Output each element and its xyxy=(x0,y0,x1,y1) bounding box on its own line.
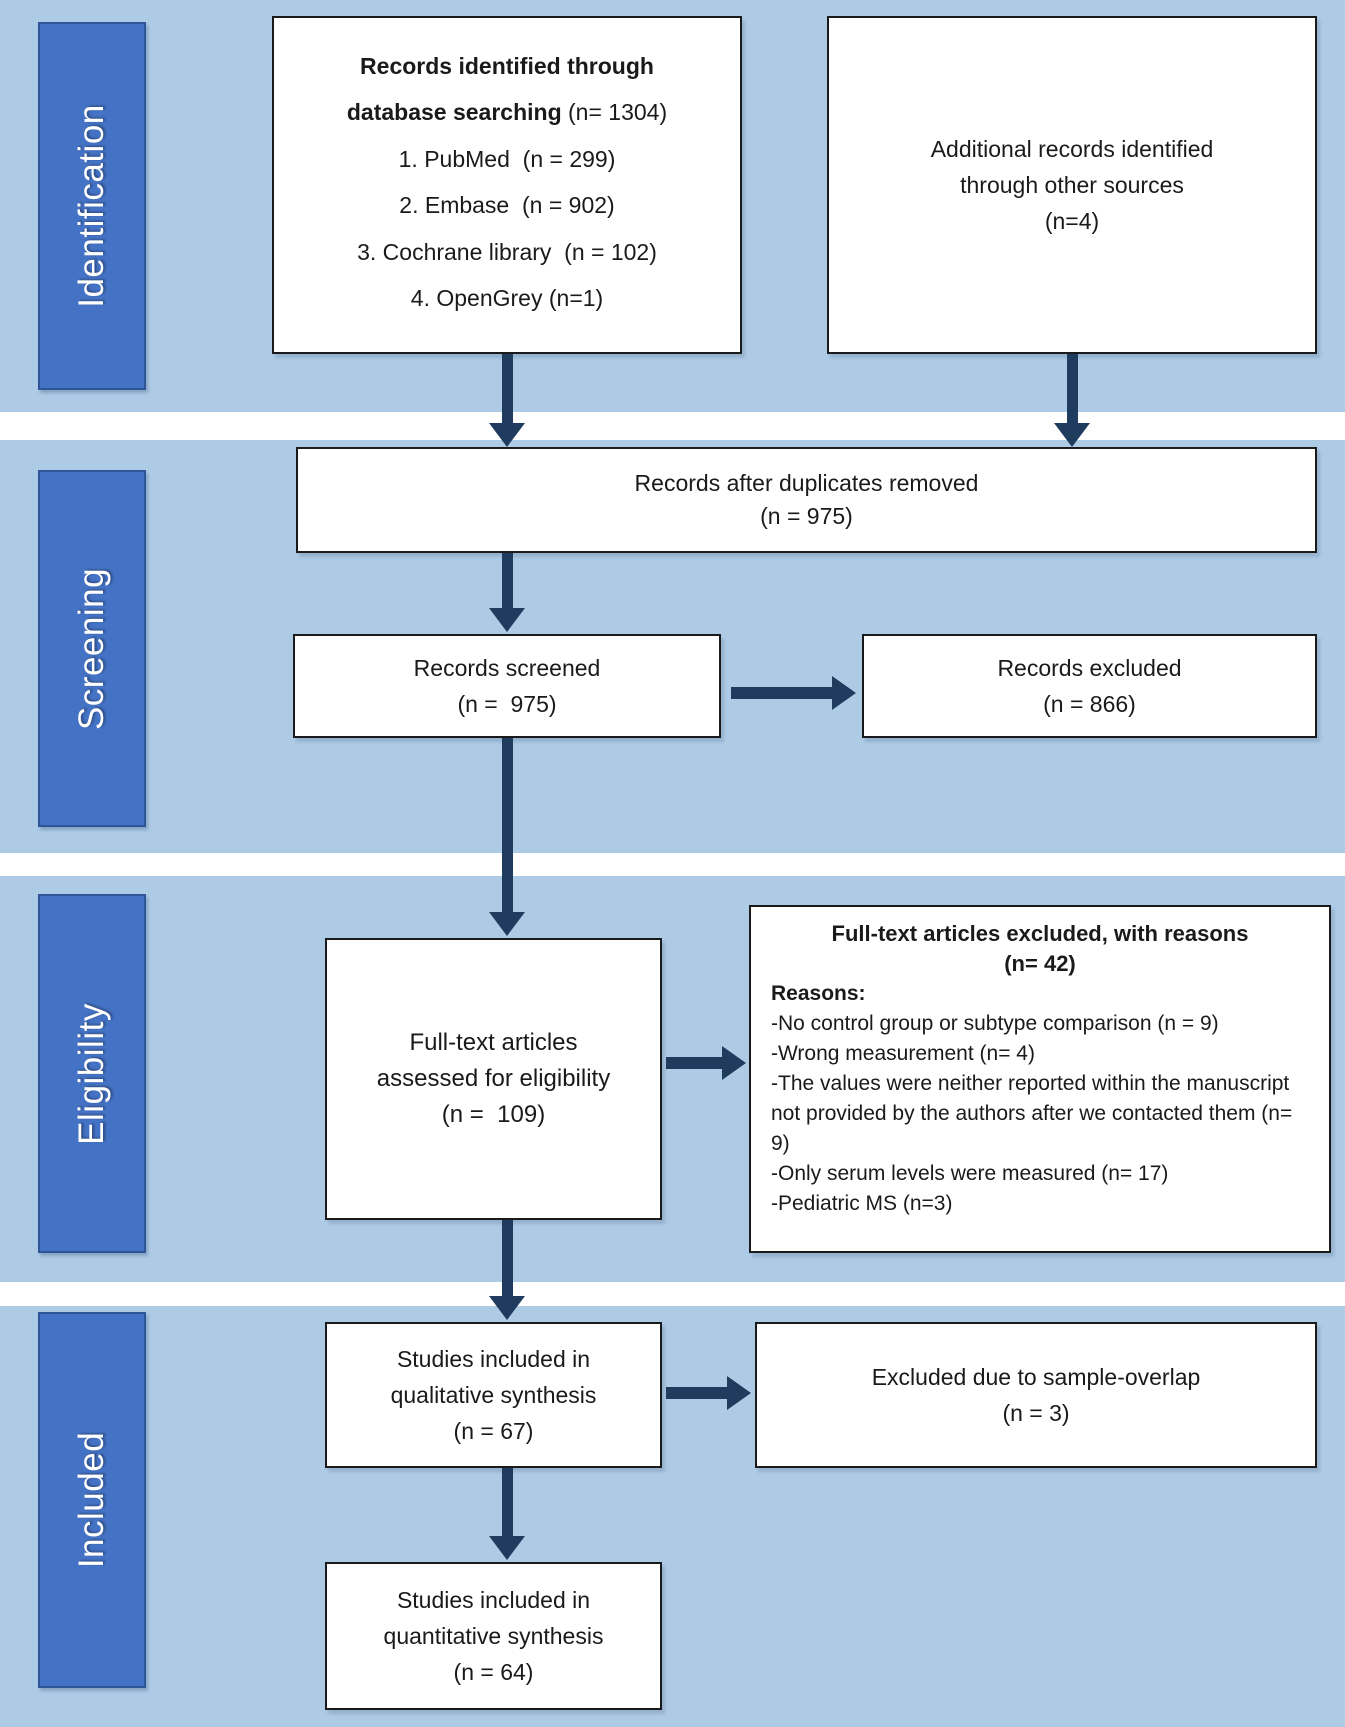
box-database-search-item-opengrey: 4. OpenGrey (n=1) xyxy=(410,284,604,311)
reason-only-serum-levels: -Only serum levels were measured (n= 17) xyxy=(771,1162,1169,1185)
box-database-search-title-line2-rest: (n= 1304) xyxy=(568,99,668,126)
box-fulltext-excluded-reasons-label: Reasons: xyxy=(771,982,866,1005)
box-quantitative-line2: quantitative synthesis xyxy=(383,1623,604,1649)
reason-wrong-measurement: -Wrong measurement (n= 4) xyxy=(771,1042,1035,1065)
box-records-excluded-count: (n = 866) xyxy=(1043,691,1136,717)
box-records-screened-line1: Records screened xyxy=(413,655,601,681)
box-quantitative-line1: Studies included in xyxy=(396,1587,591,1613)
box-sample-overlap xyxy=(755,1322,1317,1468)
phase-label-eligibility-text: Eligibility xyxy=(72,1002,111,1145)
arrow-fulltext-to-qualitative xyxy=(489,1220,525,1320)
arrow-db-search-to-duplicates xyxy=(489,354,525,447)
arrow-duplicates-to-screened xyxy=(489,553,525,632)
arrow-screened-to-excluded xyxy=(731,676,856,710)
box-duplicates-removed-count: (n = 975) xyxy=(760,503,853,529)
box-records-excluded xyxy=(862,634,1317,738)
arrow-fulltext-to-excluded-reasons xyxy=(666,1046,746,1080)
box-database-search-item-pubmed: 1. PubMed (n = 299) xyxy=(398,145,616,172)
box-records-screened xyxy=(293,634,721,738)
phase-label-identification xyxy=(38,22,146,390)
box-fulltext-assessed xyxy=(325,938,662,1220)
reason-pediatric-ms: -Pediatric MS (n=3) xyxy=(771,1192,953,1215)
box-database-search xyxy=(272,16,742,354)
box-fulltext-excluded-count: (n= 42) xyxy=(1004,951,1076,976)
box-database-search-item-embase: 2. Embase (n = 902) xyxy=(399,192,615,219)
box-other-sources xyxy=(827,16,1317,354)
box-qualitative-count: (n = 67) xyxy=(453,1418,534,1444)
box-database-search-item-cochrane: 3. Cochrane library (n = 102) xyxy=(357,238,657,265)
box-database-search-title-line2 xyxy=(347,94,667,130)
box-fulltext-excluded-reasons xyxy=(749,905,1331,1253)
phase-label-included-text: Included xyxy=(72,1431,112,1569)
box-qualitative-line2: qualitative synthesis xyxy=(390,1382,597,1408)
phase-label-eligibility xyxy=(38,894,146,1253)
arrow-qualitative-to-overlap xyxy=(666,1376,751,1410)
box-qualitative-line1: Studies included in xyxy=(396,1346,591,1372)
box-qualitative-synthesis xyxy=(325,1322,662,1468)
box-fulltext-assessed-count: (n = 109) xyxy=(441,1101,546,1128)
box-duplicates-removed xyxy=(296,447,1317,553)
phase-label-screening-text: Screening xyxy=(72,567,112,730)
box-records-screened-count: (n = 975) xyxy=(457,691,557,717)
box-fulltext-assessed-line2: assessed for eligibility xyxy=(376,1065,611,1092)
reason-no-control-group: -No control group or subtype comparison (n = 9) xyxy=(771,1012,1219,1035)
box-quantitative-synthesis xyxy=(325,1562,662,1710)
box-database-search-title-line2-bold: database searching xyxy=(346,99,569,126)
phase-label-included xyxy=(38,1312,146,1688)
phase-label-screening xyxy=(38,470,146,827)
box-other-sources-line2: through other sources xyxy=(960,172,1184,198)
arrow-screened-to-fulltext xyxy=(489,738,525,936)
box-sample-overlap-line1: Excluded due to sample-overlap xyxy=(871,1364,1201,1390)
box-database-search-title-line1: Records identified through xyxy=(360,53,654,79)
box-fulltext-assessed-line1: Full-text articles xyxy=(409,1029,578,1056)
box-sample-overlap-count: (n = 3) xyxy=(1002,1400,1070,1426)
box-other-sources-count: (n=4) xyxy=(1044,208,1100,234)
phase-label-identification-text: Identification xyxy=(72,104,111,308)
box-duplicates-removed-line1: Records after duplicates removed xyxy=(634,470,979,496)
arrow-qualitative-to-quantitative xyxy=(489,1468,525,1560)
arrow-other-sources-to-duplicates xyxy=(1054,354,1090,447)
box-records-excluded-line1: Records excluded xyxy=(997,655,1182,681)
box-other-sources-line1: Additional records identified xyxy=(930,136,1214,162)
box-fulltext-excluded-title-line1: Full-text articles excluded, with reasons xyxy=(831,921,1249,946)
box-quantitative-count: (n = 64) xyxy=(453,1659,534,1685)
reason-values-not-reported: -The values were neither reported within the manuscript not provided by the authors after we contacted them (n= 9) xyxy=(771,1072,1299,1155)
